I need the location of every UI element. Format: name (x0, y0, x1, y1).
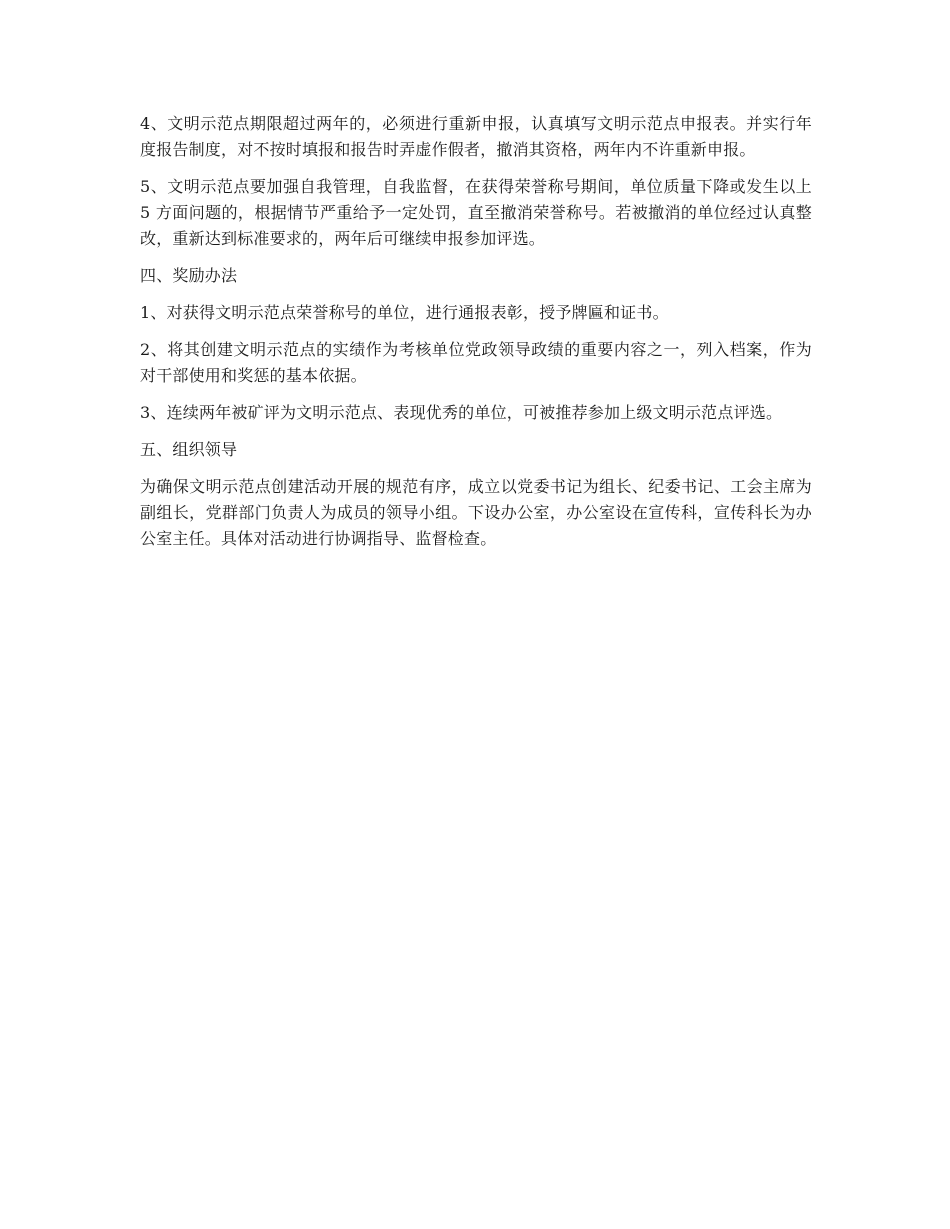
document-page (140, 111, 812, 563)
section-5-leadership: 五、组织领导 (140, 440, 238, 459)
leadership-paragraph: 为确保文明示范点创建活动开展的规范有序，成立以党委书记为组长、纪委书记、工会主席为副组长，党群部门负责人为成员的领导小组。下设办公室，办公室设在宣传科，宣传科长为办公室主任。具体对活动进行协调指导、监督检查。 (140, 477, 812, 548)
reward-item-1: 1、对获得文明示范点荣誉称号的单位，进行通报表彰，授予牌匾和证书。 (140, 303, 669, 322)
item-4-reapply: 4、文明示范点期限超过两年的，必须进行重新申报，认真填写文明示范点申报表。并实行年度报告制度，对不按时填报和报告时弄虚作假者，撤消其资格，两年内不许重新申报。 (140, 114, 812, 159)
reward-item-2: 2、将其创建文明示范点的实绩作为考核单位党政领导政绩的重要内容之一，列入档案，作为对干部使用和奖惩的基本依据。 (140, 340, 812, 385)
reward-item-3: 3、连续两年被矿评为文明示范点、表现优秀的单位，可被推荐参加上级文明示范点评选。 (140, 403, 783, 422)
item-5-self-management: 5、文明示范点要加强自我管理，自我监督，在获得荣誉称号期间，单位质量下降或发生以上 5 方面问题的，根据情节严重给予一定处罚，直至撤消荣誉称号。若被撤消的单位经过认真整改，重新达到标准要求的，两年后可继续申报参加评选。 (140, 177, 812, 248)
section-4-rewards: 四、奖励办法 (140, 266, 238, 285)
